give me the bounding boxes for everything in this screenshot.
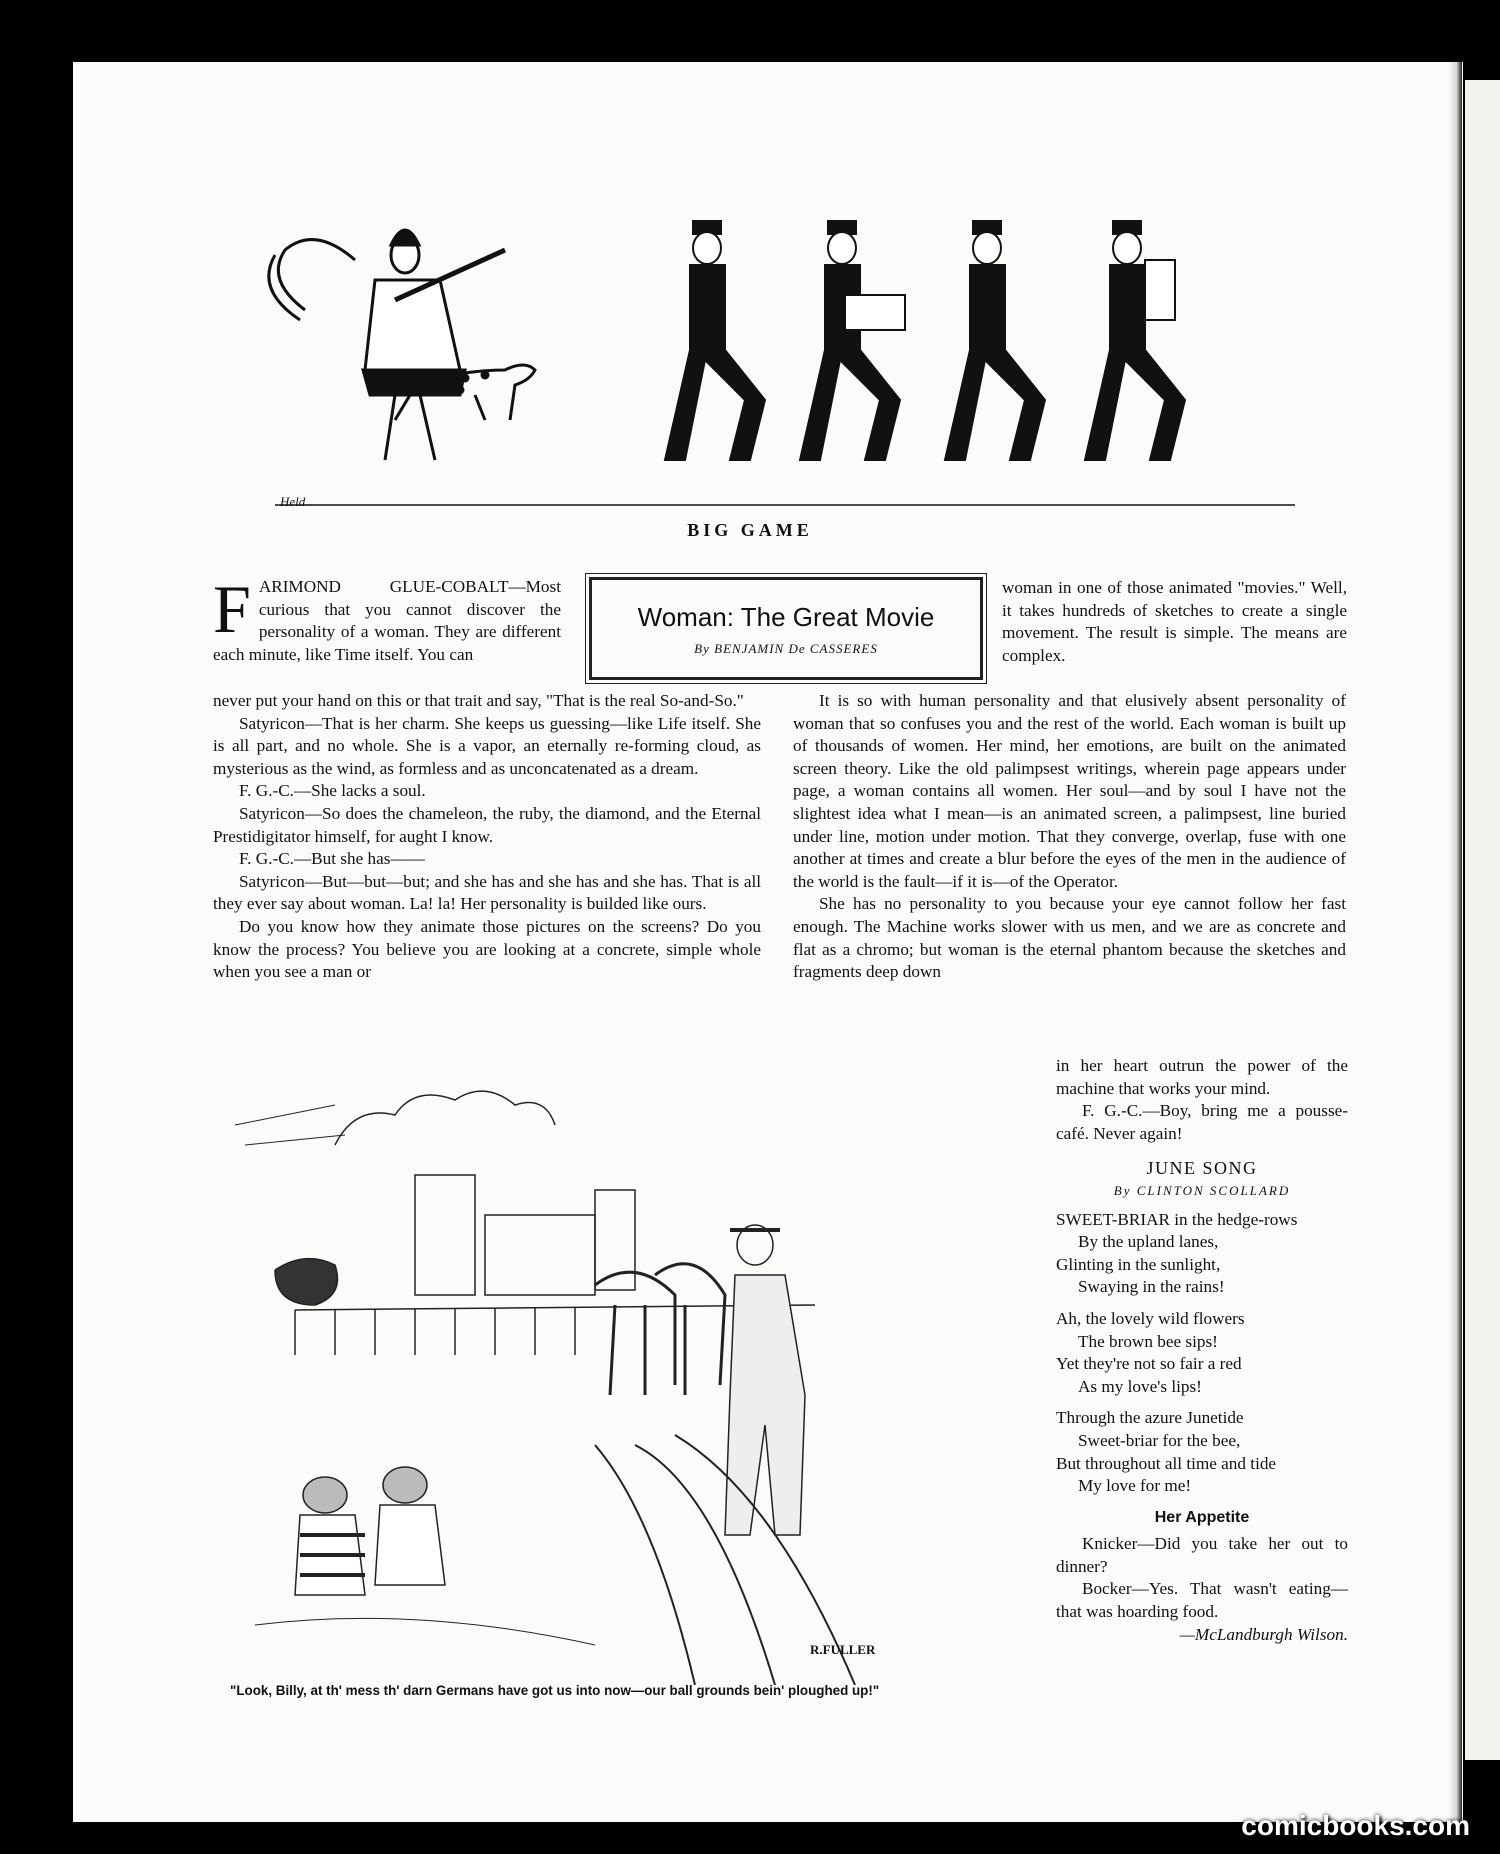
article-opening — [213, 571, 561, 666]
appetite-signature: —McLandburgh Wilson. — [1179, 1624, 1348, 1644]
illustration-caption: BIG GAME — [687, 520, 813, 540]
poem-line: But throughout all time and tide — [1056, 1453, 1277, 1473]
poem-line: By the upland lanes, — [1078, 1232, 1219, 1252]
article-left-column — [213, 690, 761, 984]
poem-line: Yet they're not so fair a red — [1056, 1354, 1242, 1374]
paragraph: in her heart outrun the power of the machine that works your mind. — [1056, 1056, 1348, 1098]
poem-title: JUNE SONG — [1146, 1158, 1258, 1179]
paragraph: never put your hand on this or that trait and say, "That is the real So-and-So." — [213, 691, 744, 710]
ploughed-field-cartoon — [215, 1065, 1030, 1685]
dialogue-line: Knicker—Did you take her out to dinner? — [1056, 1534, 1348, 1576]
paragraph: F. G.-C.—But she has—— — [239, 849, 425, 869]
fuller-signature: R.FULLER — [810, 1642, 876, 1657]
article-title-box — [589, 577, 983, 680]
opening-text: ARIMOND GLUE-COBALT—Most curious that you cannot discover the personality of a woman. They are different each minute, like Time itself. You can — [213, 577, 561, 664]
big-game-illustration — [245, 220, 1305, 515]
page-gutter — [1448, 62, 1462, 1822]
paragraph: She has no personality to you because your eye cannot follow her fast enough. The Machine works slower with us men, and we are as concrete and flat as a chromo; but woman is the eternal phantom because the sketches and fragments deep down — [793, 894, 1346, 982]
poem-line: The brown bee sips! — [1078, 1331, 1218, 1351]
poem-line: Sweet-briar for the bee, — [1078, 1430, 1241, 1450]
dialogue-line: Bocker—Yes. That wasn't eating—that was hoarding food. — [1056, 1579, 1348, 1622]
paragraph: Do you know how they animate those pictures on the screens? Do you know the process? You believe you are looking at a concrete, simple whole when you see a man or — [213, 916, 761, 982]
cartoon-caption: "Look, Billy, at th' mess th' darn Germans have got us into now—our ball grounds bein' ploughed up!" — [230, 1683, 880, 1698]
facing-page-edge — [1465, 80, 1500, 1760]
article-byline: By BENJAMIN De CASSERES — [694, 641, 878, 656]
article-right-top: woman in one of those animated "movies." Well, it takes hundreds of sketches to create a single movement. The result is simple. The means are complex. — [1002, 578, 1347, 665]
poem-line: Through the azure Junetide — [1056, 1408, 1244, 1428]
site-watermark: comicbooks.com — [1241, 1810, 1470, 1841]
poem-line: SWEET-BRIAR in the hedge-rows — [1056, 1209, 1298, 1229]
paragraph: It is so with human personality and that elusively absent personality of woman that so confuses you and the rest of the world. Each woman is built up of thousands of women. Her mind, her emotions, are built on the animated screen theory. Like the old palimpsest writings, wherein page appears under page, a woman contains all women. Her soul—and by soul I have not the slightest idea what I mean—is an animated screen, a palimpsest, line buried under line, motion under motion. That they converge, overlap, fuse with one another at times and create a blur before the eyes of the men in the audience of the world is the fault—if it is—of the Operator. — [793, 691, 1346, 891]
poem-line: My love for me! — [1078, 1476, 1192, 1496]
article-title: Woman: The Great Movie — [637, 602, 935, 632]
paragraph: Satyricon—But—but—but; and she has and she has and she has. That is all they ever say about woman. La! la! Her personality is builded like ours. — [213, 871, 761, 914]
appetite-title: Her Appetite — [1154, 1508, 1250, 1526]
paragraph: Satyricon—That is her charm. She keeps us guessing—like Life itself. She is all part, and no whole. She is a vapor, an eternally re-forming cloud, as mysterious as the wind, as formless and as unconcatenated as a dream. — [213, 713, 761, 778]
paragraph: F. G.-C.—She lacks a soul. — [239, 781, 426, 801]
article-right-column — [793, 690, 1346, 984]
paragraph: Satyricon—So does the chameleon, the ruby, the diamond, and the Eternal Prestidigitator himself, for aught I know. — [213, 803, 761, 846]
side-column — [1056, 1055, 1348, 1646]
poem-line: Swaying in the rains! — [1078, 1277, 1225, 1297]
poem-line: As my love's lips! — [1078, 1376, 1202, 1396]
poem-body — [1056, 1209, 1348, 1498]
poem-line: Ah, the lovely wild flowers — [1056, 1308, 1245, 1328]
held-signature: Held — [280, 494, 306, 509]
drop-cap: F — [213, 571, 251, 647]
poem-byline: By CLINTON SCOLLARD — [1113, 1182, 1291, 1198]
poem-line: Glinting in the sunlight, — [1056, 1254, 1221, 1274]
paragraph: F. G.-C.—Boy, bring me a pousse-café. Never again! — [1056, 1101, 1348, 1143]
